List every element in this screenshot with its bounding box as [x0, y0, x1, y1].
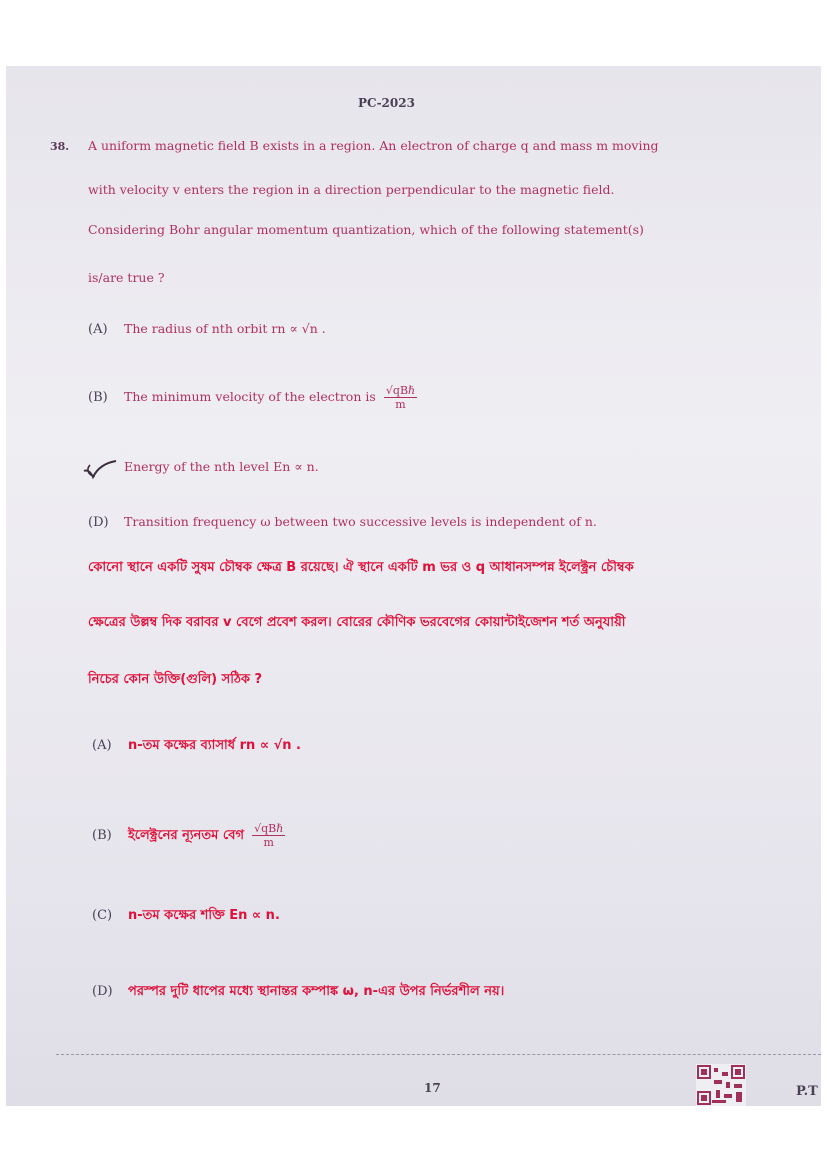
option-label: (A) [88, 322, 108, 337]
option-text: Energy of the nth level En ∝ n. [124, 459, 319, 474]
question-line-2: with velocity v enters the region in a direction perpendicular to the magnetic field. [88, 182, 615, 197]
option-text: The minimum velocity of the electron is [124, 389, 376, 404]
fraction-numerator: √qBℏ [385, 384, 416, 397]
question-line-1: A uniform magnetic field B exists in a region. An electron of charge q and mass m moving [88, 138, 659, 153]
option-label: (C) [92, 908, 113, 923]
paper-code: PC-2023 [358, 96, 415, 110]
option-text: ইলেক্ট্রনের ন্যূনতম বেগ [128, 828, 244, 843]
question-line-3: Considering Bohr angular momentum quantization, which of the following statement(s) [88, 222, 644, 237]
bengali-option-d [92, 982, 504, 1003]
option-text: পরস্পর দুটি ধাপের মধ্যে স্থানান্তর কম্পাঙ্ক ω, n-এর উপর নির্ভরশীল নয়। [128, 984, 505, 999]
bengali-option-a [92, 736, 301, 757]
option-label: (B) [92, 828, 112, 843]
footer-divider [56, 1054, 821, 1055]
velocity-fraction [252, 822, 285, 849]
english-option-c [88, 459, 319, 475]
option-label: (D) [88, 515, 109, 530]
option-label: (B) [88, 390, 108, 405]
bengali-line-2: ক্ষেত্রের উল্লম্ব দিক বরাবর v বেগে প্রবেশ করল। বোরের কৌণিক ভরবেগের কোয়ান্টাইজেশন শর্ত অনুযায়ী [88, 615, 626, 630]
english-option-b [88, 384, 417, 411]
option-text: Transition frequency ω between two successive levels is independent of n. [124, 514, 597, 529]
english-option-d [88, 514, 597, 530]
question-number: 38. [50, 140, 70, 153]
exam-page [6, 66, 821, 1106]
question-line-4: is/are true ? [88, 270, 165, 285]
option-text: n-তম কক্ষের ব্যাসার্ধ rn ∝ √n . [128, 738, 301, 753]
option-label: (A) [92, 738, 112, 753]
bengali-line-3: নিচের কোন উক্তি(গুলি) সঠিক ? [88, 672, 263, 687]
fraction-denominator: m [395, 398, 406, 411]
option-text: n-তম কক্ষের শক্তি En ∝ n. [128, 908, 280, 923]
page-number: 17 [424, 1081, 441, 1095]
fraction-numerator: √qBℏ [254, 822, 284, 835]
velocity-fraction [384, 384, 417, 411]
fraction-denominator: m [263, 836, 274, 849]
english-option-a [88, 321, 326, 337]
corner-text: P.T [796, 1084, 818, 1099]
option-text: The radius of nth orbit rn ∝ √n . [124, 321, 326, 336]
qr-code-icon [696, 1064, 746, 1106]
bengali-line-1: কোনো স্থানে একটি সুষম চৌম্বক ক্ষেত্র B রয়েছে। ঐ স্থানে একটি m ভর ও q আধানসম্পন্ন ইলেক্ট্রন চৌম্বক [88, 560, 634, 575]
bengali-option-b [92, 822, 285, 849]
option-label: (D) [92, 984, 113, 999]
bengali-option-c [92, 906, 280, 927]
